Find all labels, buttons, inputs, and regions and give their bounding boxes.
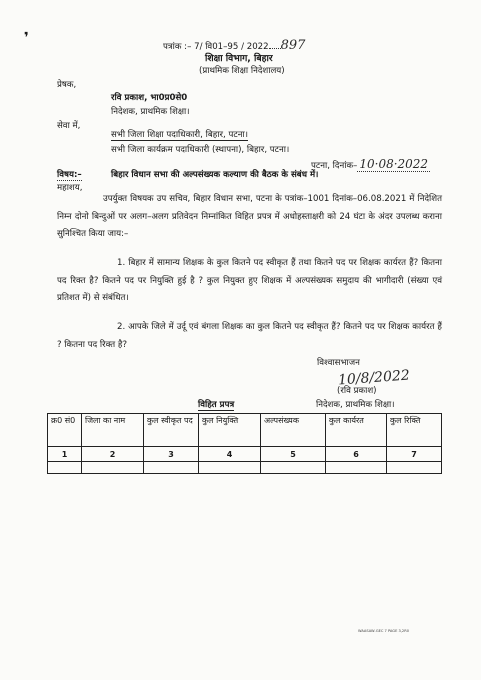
subject-text: बिहार विधान सभा की अल्पसंख्यक कल्याण की बैठक के संबंध में। bbox=[111, 170, 319, 180]
date-prefix: पटना, दिनांक– bbox=[311, 161, 358, 171]
table-header-row bbox=[48, 414, 442, 447]
signatory-designation: निदेशक, प्राथमिक शिक्षा। bbox=[316, 400, 395, 410]
signatory-name: (रवि प्रकाश) bbox=[337, 386, 377, 396]
recipient-label: सेवा में, bbox=[57, 121, 81, 131]
prescribed-form-table bbox=[47, 413, 442, 474]
table-number-cell: 4 bbox=[199, 447, 261, 462]
table-number-cell: 3 bbox=[144, 447, 199, 462]
table-number-cell: 2 bbox=[82, 447, 144, 462]
letter-date bbox=[311, 157, 430, 171]
recipient-line-1: सभी जिला शिक्षा पदाधिकारी, बिहार, पटना। bbox=[111, 130, 248, 140]
table-empty-row bbox=[48, 462, 442, 474]
body-point-1: 1. बिहार में सामान्य शिक्षक के कुल कितने पद स्वीकृत हैं तथा कितने पद पर शिक्षक कार्यरत हैं? कितना पद रिक्त है? कितने पद पर नियुक्ति हुई है ? कुल नियुक्त हुए शिक्षक में अल्पसंख्यक समुदाय की भागीदारी (संख्या एवं प्रतिशत में) से संबंधित। bbox=[57, 258, 442, 303]
closing: विश्वासभाजन bbox=[317, 358, 360, 368]
table-header-cell: कुल कार्यरत bbox=[326, 414, 387, 447]
sender-label: प्रेषक, bbox=[57, 80, 77, 90]
sender-designation: निदेशक, प्राथमिक शिक्षा। bbox=[111, 107, 190, 117]
table-header-cell: कुल नियुक्ति bbox=[199, 414, 261, 447]
letter-number-handwritten: 897 bbox=[280, 38, 306, 53]
signature-handwritten: 10/8/2022 bbox=[337, 367, 411, 389]
footer-code: WAASAW-GEC 7 PAGE 3,2R0 bbox=[358, 629, 409, 633]
recipient-line-2: सभी जिला कार्यक्रम पदाधिकारी (स्थापना), बिहार, पटना। bbox=[111, 145, 290, 155]
table-header-cell: कुल स्वीकृत पद bbox=[144, 414, 199, 447]
letter-number-printed: पत्रांक :– 7/ वि01–95 / 2022 bbox=[163, 42, 269, 52]
table-header-cell: अल्पसंख्यक bbox=[261, 414, 326, 447]
department-name: शिक्षा विभाग, बिहार bbox=[205, 53, 273, 64]
table-header-cell: कुल रिक्ति bbox=[387, 414, 442, 447]
table-number-cell: 5 bbox=[261, 447, 326, 462]
table-header-cell: जिला का नाम bbox=[82, 414, 144, 447]
margin-mark: ❜ bbox=[24, 30, 29, 46]
table-header-cell: क्र0 सं0 bbox=[48, 414, 82, 447]
subject-label: विषय:– bbox=[57, 170, 82, 180]
table-number-row bbox=[48, 447, 442, 462]
table-number-cell: 6 bbox=[326, 447, 387, 462]
directorate-name: (प्राथमिक शिक्षा निदेशालय) bbox=[199, 66, 285, 76]
form-title: विहित प्रपत्र bbox=[198, 400, 235, 410]
salutation: महाशय, bbox=[57, 183, 83, 193]
date-handwritten: 10·08·2022 bbox=[359, 157, 429, 171]
table-number-cell: 1 bbox=[48, 447, 82, 462]
body-paragraph-1: उपर्युक्त विषयक उप सचिव, बिहार विधान सभा, पटना के पत्रांक–1001 दिनांक–06.08.2021 में निदेशित निम्न दोनो बिन्दुओं पर अलग–अलग प्रतिवेदन निम्नांकित विहित प्रपत्र में अधोहस्ताक्षरी को 24 घंटा के अंदर उपलब्ध कराना सुनिश्चित किया जाय:– bbox=[57, 194, 442, 239]
table-number-cell: 7 bbox=[387, 447, 442, 462]
body-point-2: 2. आपके जिले में उर्दू एवं बंगला शिक्षक का कुल कितने पद स्वीकृत हैं? कितने पद पर शिक्षक कार्यरत हैं ? कितना पद रिक्त है? bbox=[57, 322, 442, 350]
sender-name: रवि प्रकाश, भा0प्र0से0 bbox=[111, 93, 188, 103]
